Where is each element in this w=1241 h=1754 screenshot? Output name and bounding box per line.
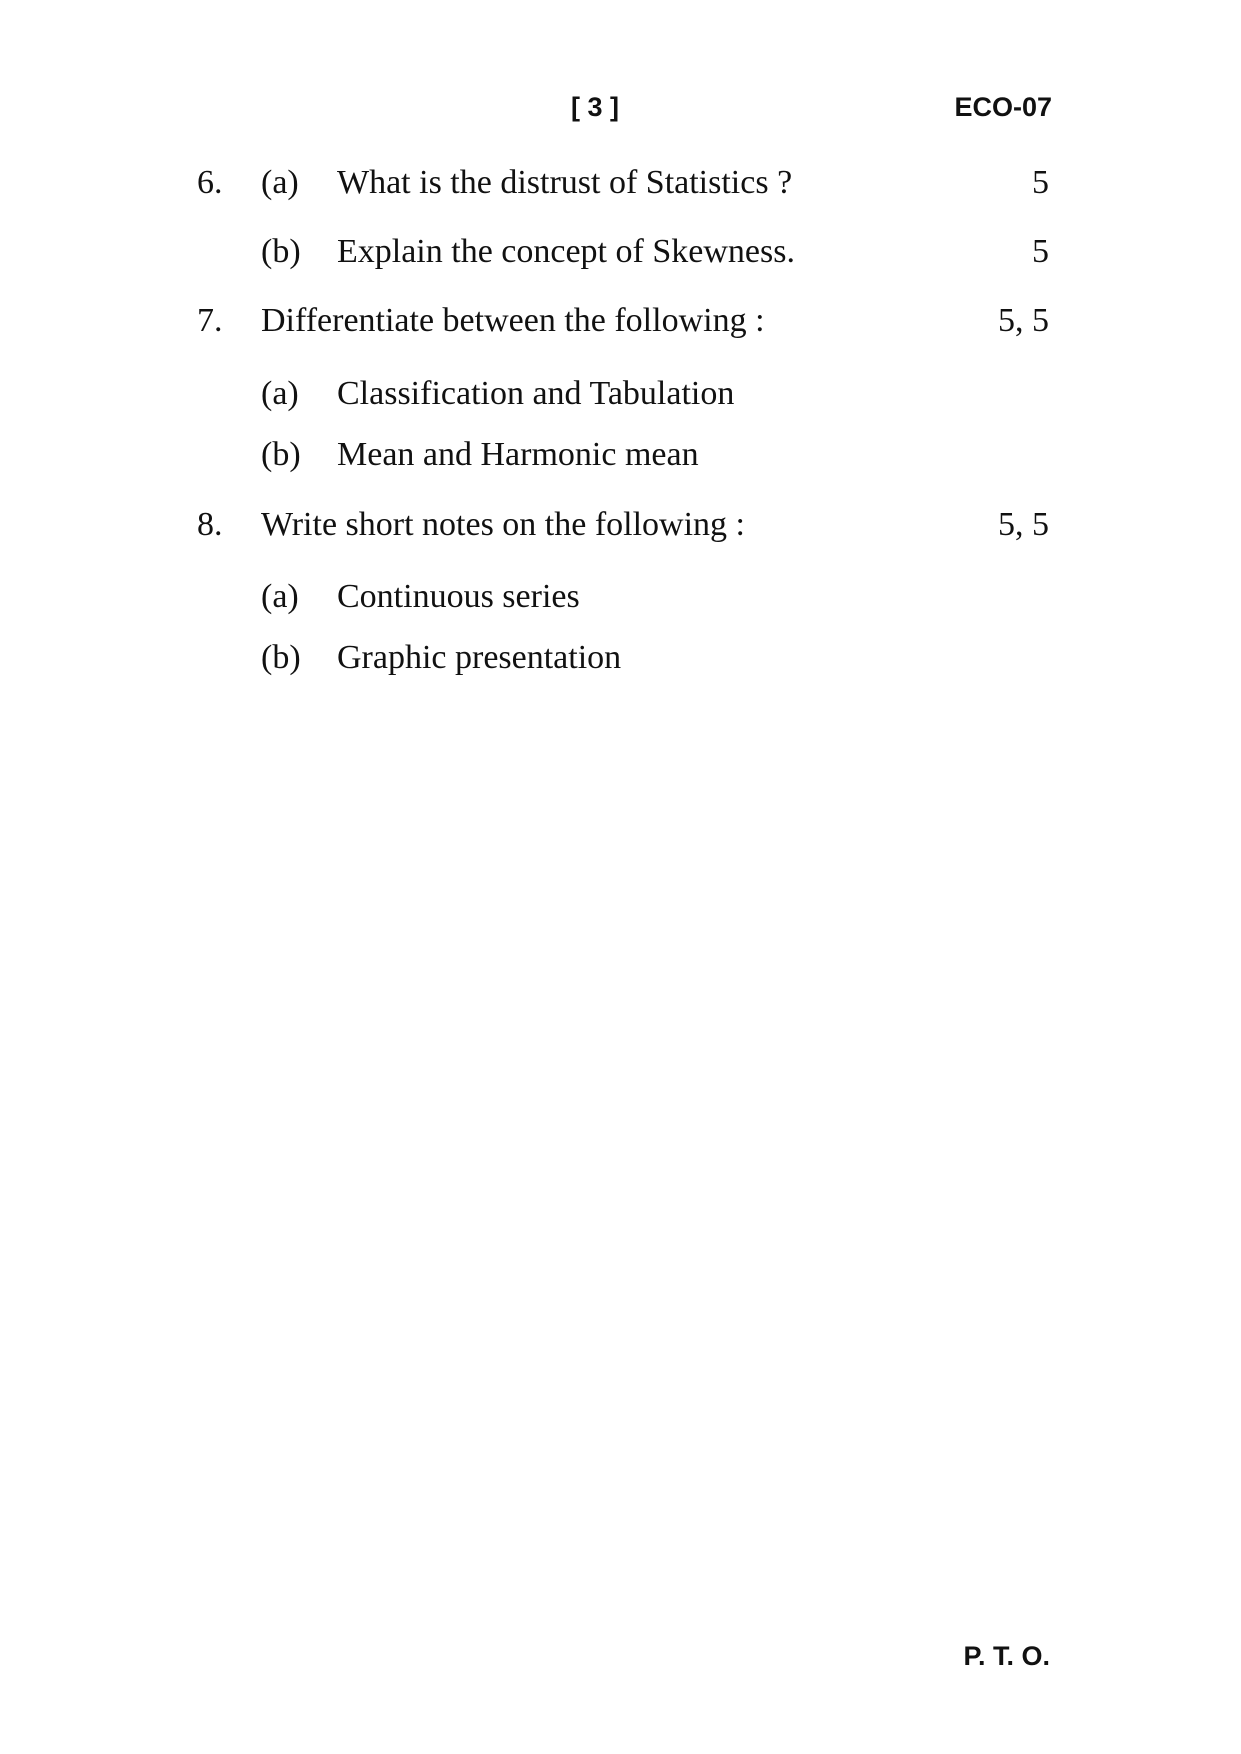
marks: 5, 5 [998,506,1049,543]
part-text: Continuous series [337,578,580,615]
part-label: (b) [261,639,301,676]
question-text: Write short notes on the following : [261,506,746,543]
part-text: Mean and Harmonic mean [337,436,699,473]
part-label: (b) [261,233,301,270]
question-number: 7. [197,302,223,339]
question-text: What is the distrust of Statistics ? [337,164,793,201]
part-text: Graphic presentation [337,639,622,676]
question-number: 8. [197,506,223,543]
question-text: Explain the concept of Skewness. [337,233,795,270]
marks: 5 [1032,233,1049,270]
page-number: [ 3 ] [571,92,620,122]
please-turn-over: P. T. O. [963,1641,1050,1671]
part-label: (a) [261,375,299,412]
part-text: Classification and Tabulation [337,375,735,412]
part-label: (b) [261,436,301,473]
question-text: Differentiate between the following : [261,302,765,339]
part-label: (a) [261,578,299,615]
course-code: ECO-07 [954,92,1052,122]
marks: 5 [1032,164,1049,201]
question-number: 6. [197,164,223,201]
part-label: (a) [261,164,299,201]
marks: 5, 5 [998,302,1049,339]
